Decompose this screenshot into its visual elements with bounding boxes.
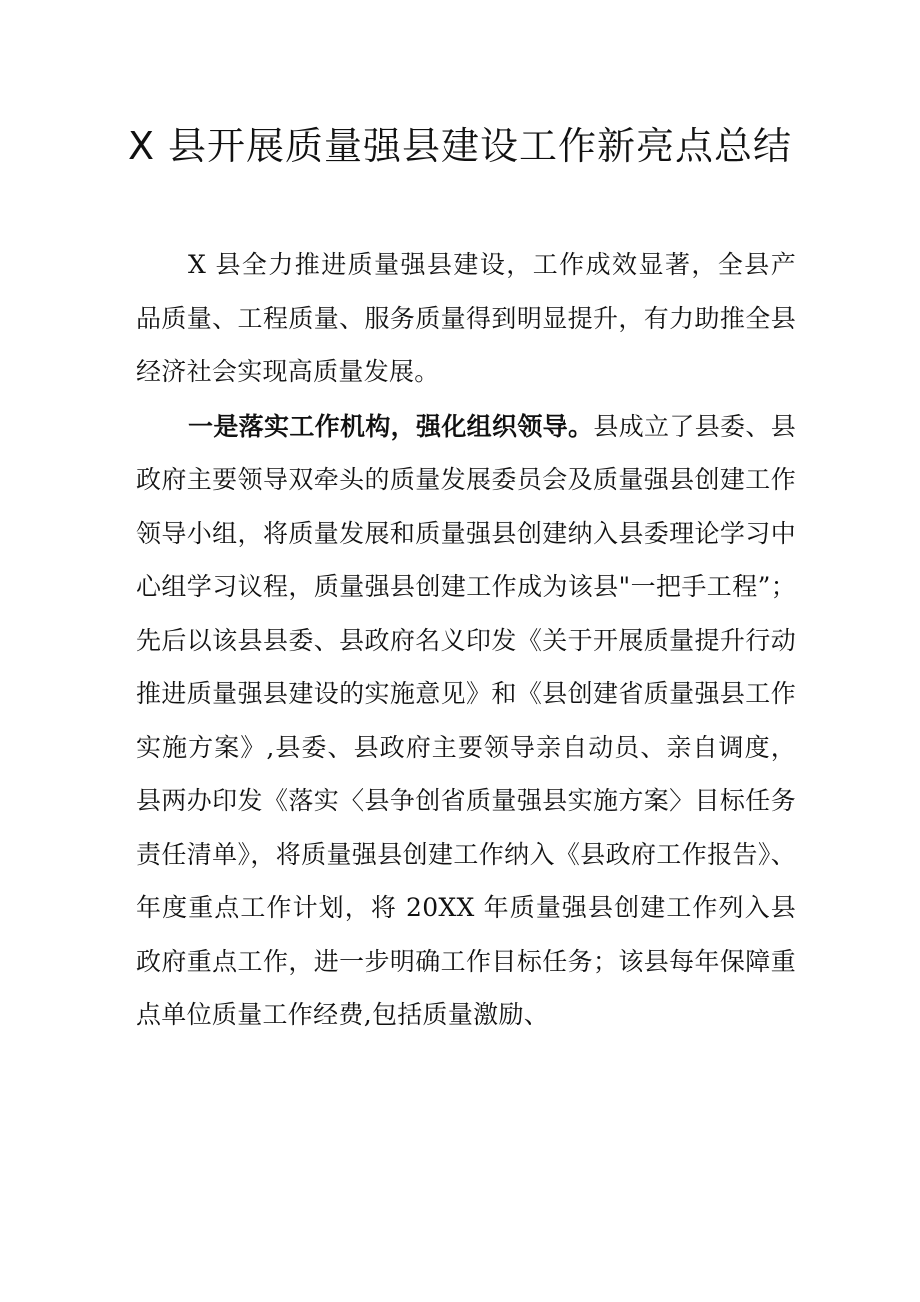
document-body	[136, 238, 796, 1042]
paragraph-organization-lead: 一是落实工作机构，强化组织领导。	[188, 411, 594, 441]
paragraph-intro-text: X 县全力推进质量强县建设，工作成效显著，全县产品质量、工程质量、服务质量得到明显提升，有力助推全县经济社会实现高质量发展。	[136, 250, 796, 386]
paragraph-organization	[136, 400, 796, 1042]
paragraph-intro	[136, 238, 796, 399]
paragraph-organization-text: 县成立了县委、县政府主要领导双牵头的质量发展委员会及质量强县创建工作领导小组，将质量发展和质量强县创建纳入县委理论学习中心组学习议程，质量强县创建工作成为该县"一把手工程”；先后以该县县委、县政府名义印发《关于开展质量提升行动推进质量强县建设的实施意见》和《县创建省质量强县工作实施方案》,县委、县政府主要领导亲自动员、亲自调度，县两办印发《落实〈县争创省质量强县实施方案〉目标任务责任清单》，将质量强县创建工作纳入《县政府工作报告》、年度重点工作计划，将 20XX 年质量强县创建工作列入县政府重点工作，进一步明确工作目标任务；该县每年保障重点单位质量工作经费,包括质量激励、	[136, 411, 796, 1029]
document-title: X 县开展质量强县建设工作新亮点总结	[127, 124, 793, 168]
